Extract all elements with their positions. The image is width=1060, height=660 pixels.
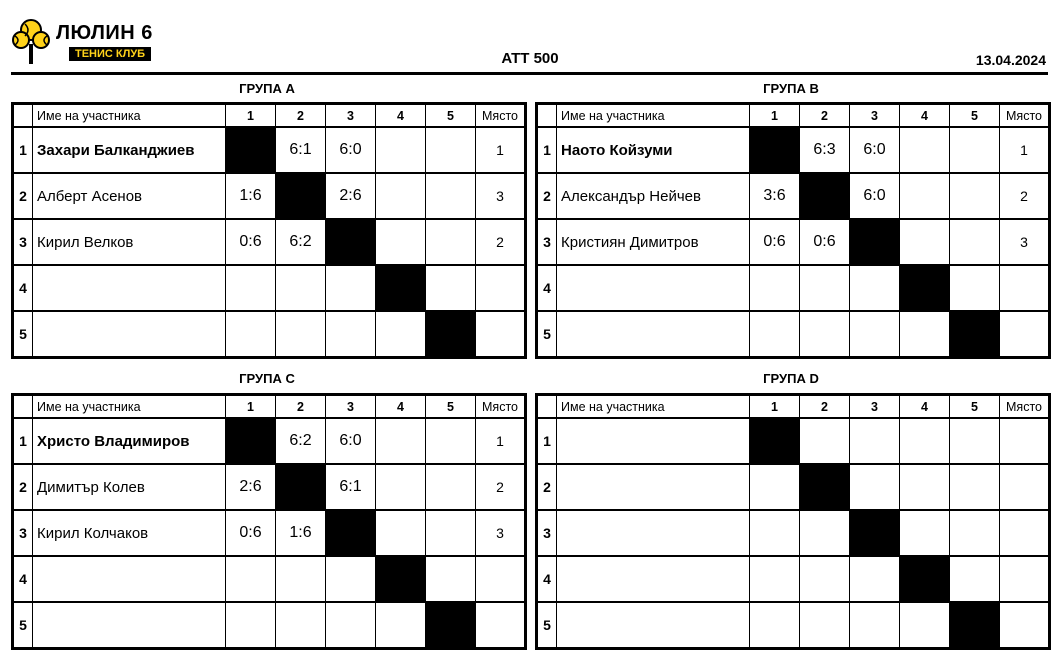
- table-header-row: [537, 395, 1050, 419]
- header-divider: [11, 72, 1048, 75]
- table-row: [537, 464, 1050, 510]
- place-cell: [476, 265, 526, 311]
- participant-name: [33, 311, 226, 358]
- table-row: [13, 173, 526, 219]
- score-cell: 3:6: [750, 173, 800, 219]
- self-match-cell: [800, 464, 850, 510]
- score-cell: [376, 510, 426, 556]
- row-index: 4: [537, 556, 557, 602]
- self-match-cell: [900, 265, 950, 311]
- self-match-cell: [950, 602, 1000, 649]
- row-index: 3: [13, 219, 33, 265]
- score-cell: [950, 173, 1000, 219]
- score-cell: [226, 311, 276, 358]
- participant-name: [557, 602, 750, 649]
- place-cell: [1000, 464, 1050, 510]
- header-place: Място: [1000, 104, 1050, 128]
- header-number: 5: [426, 395, 476, 419]
- row-index: 1: [537, 418, 557, 464]
- score-cell: [850, 418, 900, 464]
- header-index-cell: [537, 104, 557, 128]
- score-cell: [326, 556, 376, 602]
- table-row: [537, 265, 1050, 311]
- self-match-cell: [950, 311, 1000, 358]
- score-cell: [950, 510, 1000, 556]
- header-name: Име на участника: [33, 395, 226, 419]
- group-title: ГРУПА D: [763, 371, 819, 386]
- score-cell: [426, 219, 476, 265]
- score-cell: [900, 173, 950, 219]
- header-index-cell: [13, 395, 33, 419]
- row-index: 2: [537, 464, 557, 510]
- table-header-row: [537, 104, 1050, 128]
- score-cell: [800, 418, 850, 464]
- score-cell: [276, 265, 326, 311]
- self-match-cell: [900, 556, 950, 602]
- header-number: 1: [226, 395, 276, 419]
- self-match-cell: [426, 602, 476, 649]
- participant-name: Димитър Колев: [33, 464, 226, 510]
- row-index: 5: [537, 602, 557, 649]
- score-cell: [900, 127, 950, 173]
- score-cell: [900, 464, 950, 510]
- tournament-title: ATT 500: [501, 50, 559, 67]
- table-row: [13, 464, 526, 510]
- header-number: 2: [276, 104, 326, 128]
- place-cell: 1: [476, 127, 526, 173]
- self-match-cell: [750, 418, 800, 464]
- score-cell: [376, 418, 426, 464]
- score-cell: 6:0: [850, 173, 900, 219]
- self-match-cell: [226, 127, 276, 173]
- score-cell: [950, 418, 1000, 464]
- score-cell: 1:6: [276, 510, 326, 556]
- table-row: [537, 602, 1050, 649]
- header-number: 5: [426, 104, 476, 128]
- score-cell: [750, 510, 800, 556]
- header-number: 3: [850, 395, 900, 419]
- score-cell: [800, 602, 850, 649]
- table-row: [537, 127, 1050, 173]
- table-row: [13, 219, 526, 265]
- score-cell: [326, 602, 376, 649]
- score-cell: [276, 311, 326, 358]
- header-place: Място: [476, 395, 526, 419]
- score-cell: [750, 265, 800, 311]
- score-cell: [750, 464, 800, 510]
- header-number: 5: [950, 104, 1000, 128]
- self-match-cell: [276, 173, 326, 219]
- participant-name: Алберт Асенов: [33, 173, 226, 219]
- score-cell: [850, 556, 900, 602]
- place-cell: 1: [1000, 127, 1050, 173]
- score-cell: [800, 556, 850, 602]
- header-index-cell: [13, 104, 33, 128]
- row-index: 3: [537, 510, 557, 556]
- table-row: [13, 311, 526, 358]
- table-row: [13, 265, 526, 311]
- score-cell: 6:0: [326, 127, 376, 173]
- group-table: [535, 102, 1051, 359]
- score-cell: [950, 265, 1000, 311]
- group-title: ГРУПА А: [239, 81, 295, 96]
- table-row: [13, 127, 526, 173]
- place-cell: 3: [1000, 219, 1050, 265]
- participant-name: [557, 311, 750, 358]
- score-cell: 2:6: [226, 464, 276, 510]
- header-name: Име на участника: [33, 104, 226, 128]
- header-number: 4: [376, 104, 426, 128]
- header-number: 3: [326, 395, 376, 419]
- score-cell: [850, 464, 900, 510]
- score-cell: [950, 127, 1000, 173]
- place-cell: [1000, 311, 1050, 358]
- self-match-cell: [326, 219, 376, 265]
- place-cell: [1000, 602, 1050, 649]
- row-index: 2: [13, 464, 33, 510]
- participant-name: Кристиян Димитров: [557, 219, 750, 265]
- participant-name: [33, 265, 226, 311]
- row-index: 5: [13, 311, 33, 358]
- score-cell: [426, 556, 476, 602]
- self-match-cell: [226, 418, 276, 464]
- header-number: 4: [900, 395, 950, 419]
- table-header-row: [13, 104, 526, 128]
- row-index: 4: [13, 265, 33, 311]
- participant-name: Кирил Велков: [33, 219, 226, 265]
- score-cell: 6:0: [850, 127, 900, 173]
- header-number: 1: [750, 395, 800, 419]
- place-cell: 3: [476, 510, 526, 556]
- score-cell: 1:6: [226, 173, 276, 219]
- score-cell: [850, 311, 900, 358]
- score-cell: 6:3: [800, 127, 850, 173]
- place-cell: [476, 602, 526, 649]
- row-index: 3: [537, 219, 557, 265]
- self-match-cell: [426, 311, 476, 358]
- participant-name: [557, 265, 750, 311]
- self-match-cell: [276, 464, 326, 510]
- group-title: ГРУПА С: [239, 371, 295, 386]
- score-cell: [426, 510, 476, 556]
- header-place: Място: [476, 104, 526, 128]
- score-cell: [850, 602, 900, 649]
- place-cell: [1000, 556, 1050, 602]
- participant-name: Христо Владимиров: [33, 418, 226, 464]
- participant-name: [33, 602, 226, 649]
- table-row: [537, 510, 1050, 556]
- header-name: Име на участника: [557, 395, 750, 419]
- score-cell: [850, 265, 900, 311]
- score-cell: [900, 219, 950, 265]
- participant-name: [557, 510, 750, 556]
- header-number: 2: [800, 395, 850, 419]
- score-cell: [800, 510, 850, 556]
- tournament-date: 13.04.2024: [975, 52, 1046, 68]
- score-cell: [426, 265, 476, 311]
- score-cell: [326, 311, 376, 358]
- place-cell: 2: [476, 464, 526, 510]
- header-number: 4: [376, 395, 426, 419]
- self-match-cell: [376, 265, 426, 311]
- table-row: [537, 173, 1050, 219]
- table-row: [13, 418, 526, 464]
- group-title: ГРУПА В: [763, 81, 819, 96]
- score-cell: [226, 265, 276, 311]
- row-index: 5: [537, 311, 557, 358]
- score-cell: 6:0: [326, 418, 376, 464]
- score-cell: [900, 510, 950, 556]
- header-number: 2: [800, 104, 850, 128]
- table-row: [13, 510, 526, 556]
- score-cell: [900, 602, 950, 649]
- place-cell: [1000, 418, 1050, 464]
- score-cell: [750, 556, 800, 602]
- row-index: 1: [13, 418, 33, 464]
- table-row: [13, 602, 526, 649]
- score-cell: [376, 311, 426, 358]
- score-cell: [900, 311, 950, 358]
- participant-name: Захари Балканджиев: [33, 127, 226, 173]
- score-cell: 6:1: [276, 127, 326, 173]
- score-cell: [376, 173, 426, 219]
- self-match-cell: [326, 510, 376, 556]
- score-cell: [426, 127, 476, 173]
- row-index: 5: [13, 602, 33, 649]
- score-cell: 0:6: [226, 219, 276, 265]
- score-cell: [950, 219, 1000, 265]
- table-header-row: [13, 395, 526, 419]
- score-cell: 0:6: [226, 510, 276, 556]
- score-cell: [226, 556, 276, 602]
- participant-name: [33, 556, 226, 602]
- table-row: [537, 556, 1050, 602]
- score-cell: [226, 602, 276, 649]
- score-cell: 6:2: [276, 418, 326, 464]
- row-index: 4: [537, 265, 557, 311]
- club-subtitle: ТЕНИС КЛУБ: [69, 47, 151, 61]
- place-cell: 1: [476, 418, 526, 464]
- score-cell: 0:6: [800, 219, 850, 265]
- score-cell: [376, 219, 426, 265]
- self-match-cell: [800, 173, 850, 219]
- row-index: 1: [537, 127, 557, 173]
- row-index: 1: [13, 127, 33, 173]
- group-table: [11, 393, 527, 650]
- header-place: Място: [1000, 395, 1050, 419]
- row-index: 2: [537, 173, 557, 219]
- participant-name: Александър Нейчев: [557, 173, 750, 219]
- header-index-cell: [537, 395, 557, 419]
- header-number: 3: [326, 104, 376, 128]
- table-row: [13, 556, 526, 602]
- score-cell: [426, 464, 476, 510]
- score-cell: [900, 418, 950, 464]
- score-cell: 2:6: [326, 173, 376, 219]
- participant-name: Кирил Колчаков: [33, 510, 226, 556]
- participant-name: [557, 556, 750, 602]
- table-row: [537, 311, 1050, 358]
- participant-name: [557, 418, 750, 464]
- score-cell: [426, 173, 476, 219]
- self-match-cell: [850, 219, 900, 265]
- place-cell: 2: [1000, 173, 1050, 219]
- score-cell: [326, 265, 376, 311]
- row-index: 4: [13, 556, 33, 602]
- score-cell: [750, 311, 800, 358]
- header-number: 2: [276, 395, 326, 419]
- score-cell: [376, 127, 426, 173]
- self-match-cell: [850, 510, 900, 556]
- score-cell: [376, 602, 426, 649]
- place-cell: [1000, 265, 1050, 311]
- header-number: 4: [900, 104, 950, 128]
- participant-name: [557, 464, 750, 510]
- table-row: [537, 219, 1050, 265]
- score-cell: [800, 265, 850, 311]
- score-cell: [276, 602, 326, 649]
- row-index: 2: [13, 173, 33, 219]
- place-cell: 3: [476, 173, 526, 219]
- header-number: 1: [750, 104, 800, 128]
- score-cell: [750, 602, 800, 649]
- score-cell: [800, 311, 850, 358]
- header-number: 3: [850, 104, 900, 128]
- score-cell: [276, 556, 326, 602]
- score-cell: 6:1: [326, 464, 376, 510]
- self-match-cell: [750, 127, 800, 173]
- score-cell: [376, 464, 426, 510]
- score-cell: [426, 418, 476, 464]
- participant-name: Наото Койзуми: [557, 127, 750, 173]
- header-number: 1: [226, 104, 276, 128]
- score-cell: 0:6: [750, 219, 800, 265]
- score-cell: [950, 556, 1000, 602]
- table-row: [537, 418, 1050, 464]
- self-match-cell: [376, 556, 426, 602]
- header-number: 5: [950, 395, 1000, 419]
- score-cell: [950, 464, 1000, 510]
- row-index: 3: [13, 510, 33, 556]
- group-table: [11, 102, 527, 359]
- header-name: Име на участника: [557, 104, 750, 128]
- score-cell: 6:2: [276, 219, 326, 265]
- place-cell: [476, 556, 526, 602]
- group-table: [535, 393, 1051, 650]
- club-name: ЛЮЛИН 6: [56, 22, 153, 44]
- place-cell: [476, 311, 526, 358]
- place-cell: [1000, 510, 1050, 556]
- place-cell: 2: [476, 219, 526, 265]
